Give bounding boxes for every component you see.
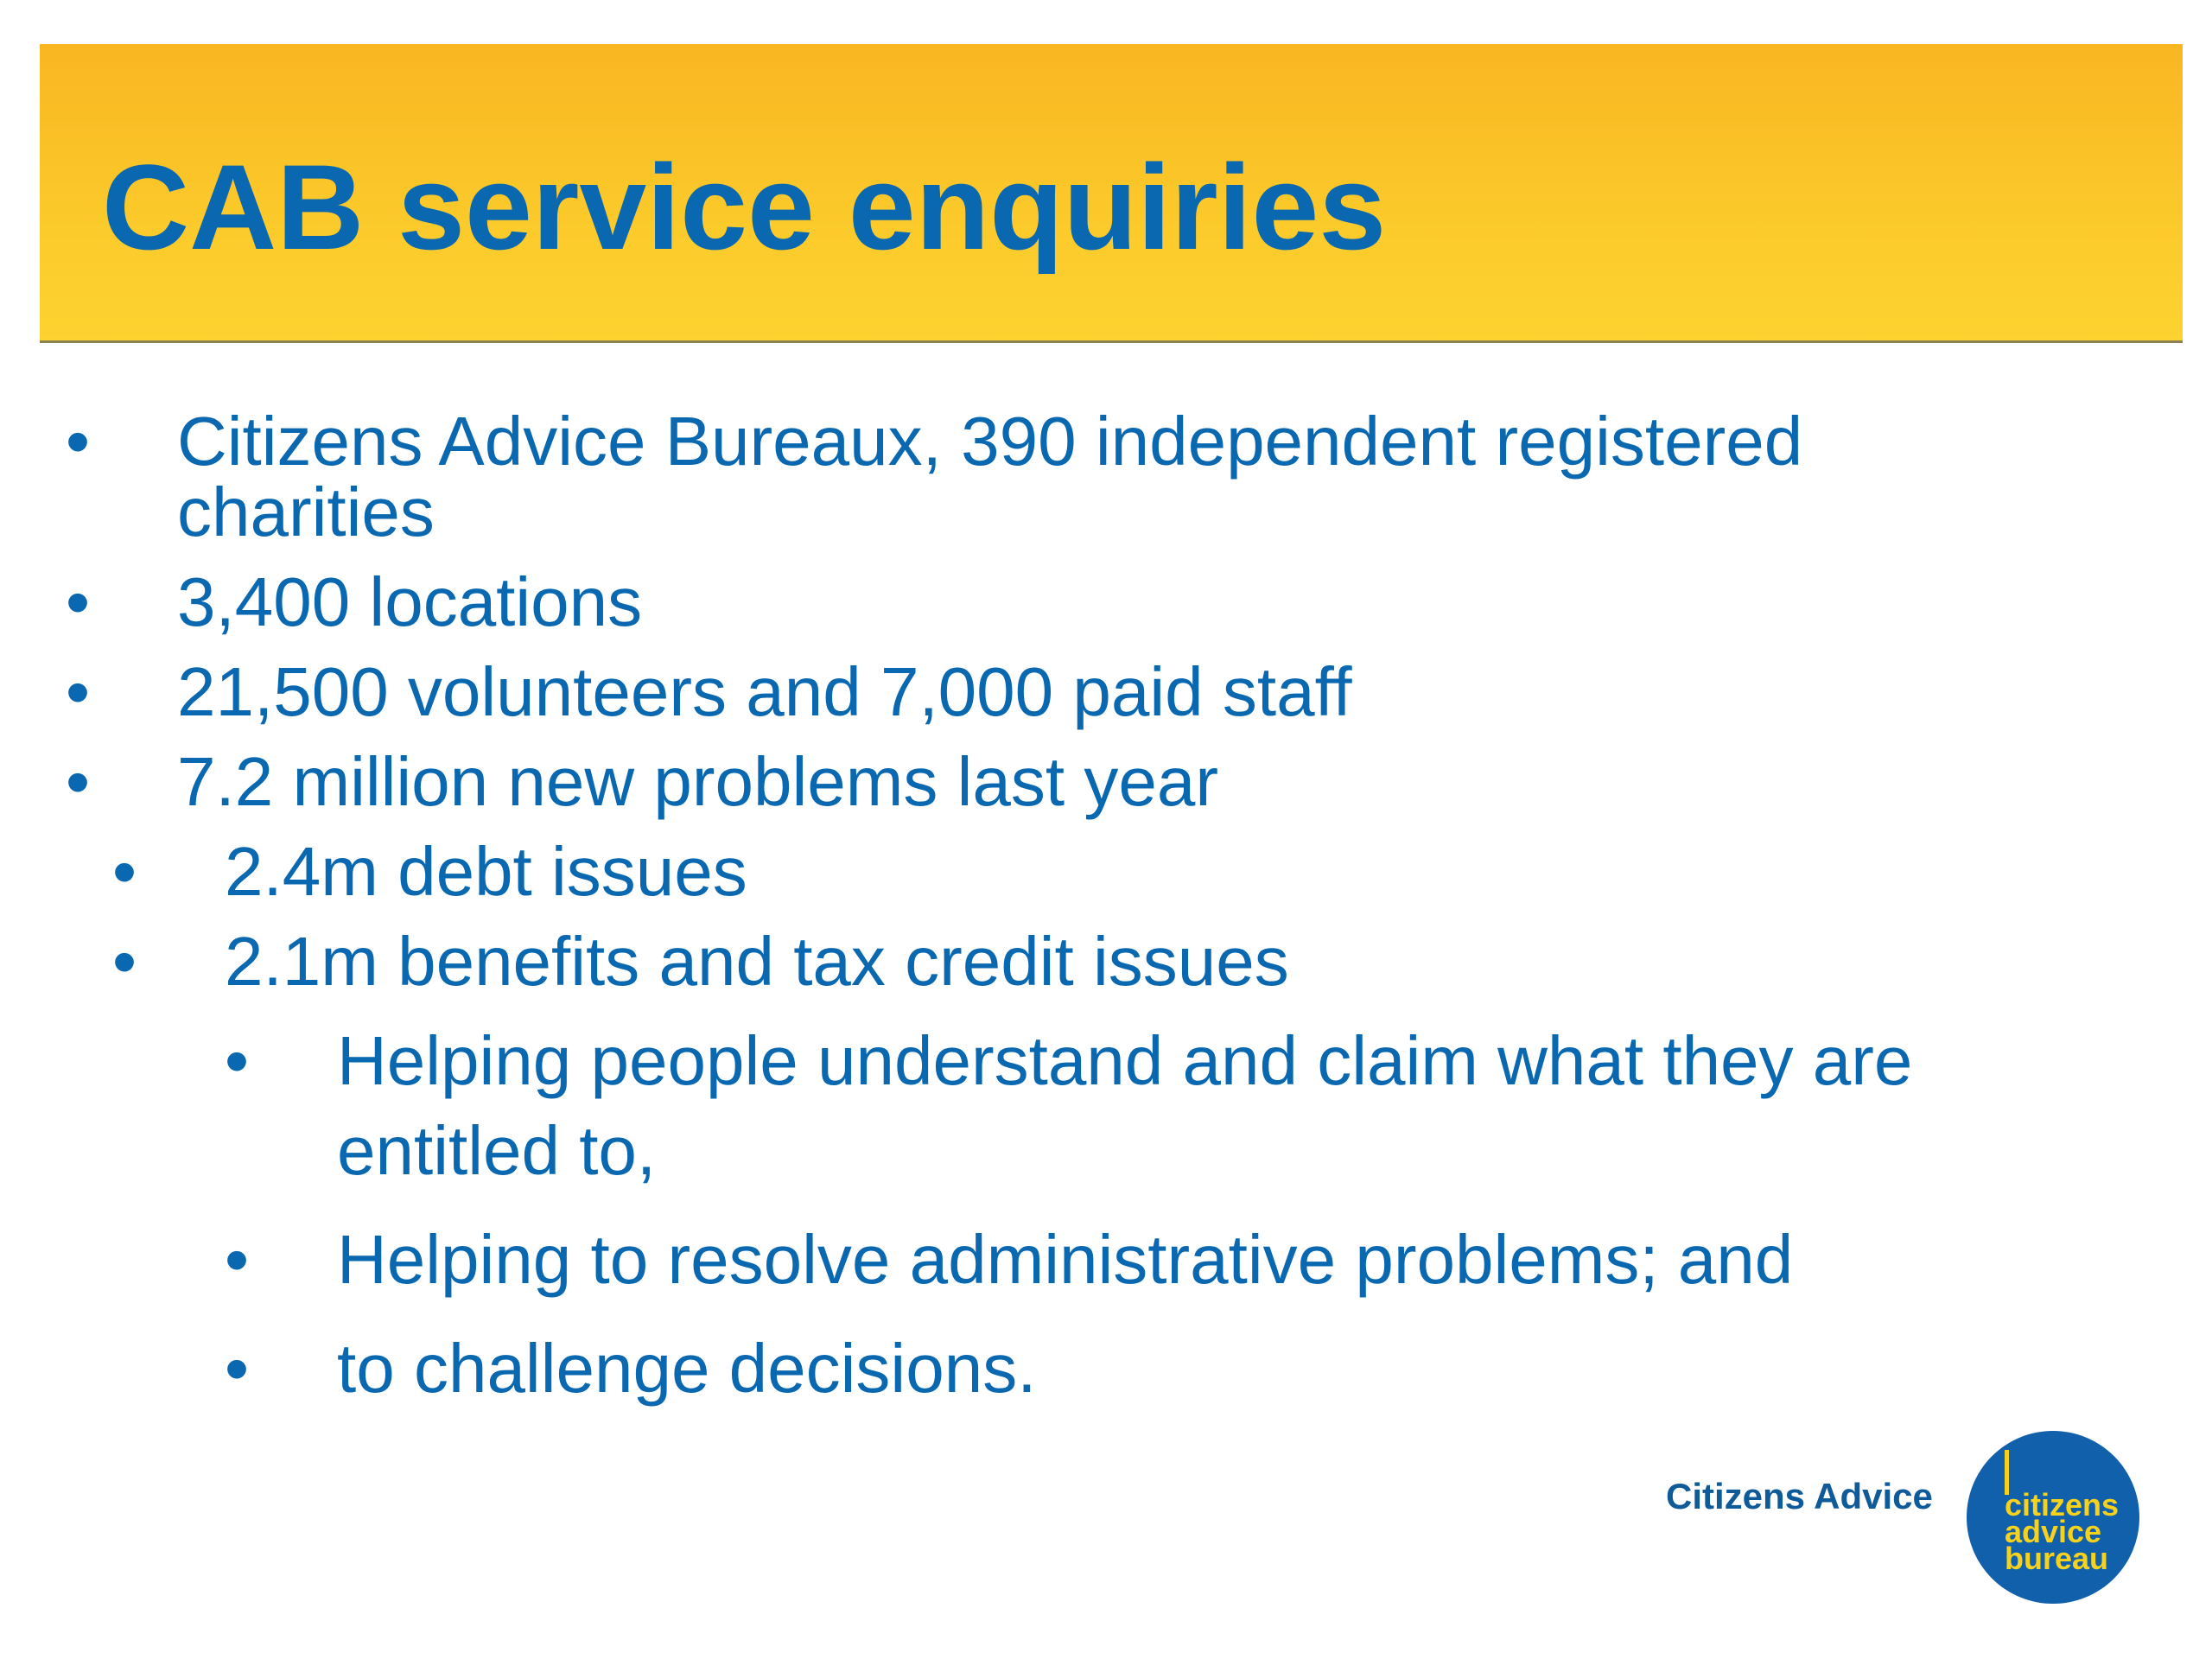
sub-list-item — [112, 833, 2212, 910]
sub-sub-list-item — [225, 1215, 2212, 1305]
badge-line-2: advice — [2005, 1514, 2102, 1549]
sub-list-item-text: 2.4m debt issues — [225, 833, 747, 910]
list-item-text-continued: charities — [177, 474, 435, 550]
list-item-text: 3,400 locations — [177, 563, 643, 640]
list-item — [0, 743, 2212, 1414]
list-item — [0, 563, 2212, 640]
bullet-dot-icon: • — [66, 403, 91, 480]
cab-logo-badge — [1967, 1431, 2139, 1604]
sub-list-item-text: 2.1m benefits and tax credit issues — [225, 923, 1289, 1000]
bullet-dot-icon: • — [66, 653, 91, 730]
bullet-dot-icon: • — [112, 923, 137, 1000]
list-item — [0, 403, 2212, 550]
list-item-text: Citizens Advice Bureaux, 390 independent registered — [177, 403, 1803, 480]
list-item — [0, 653, 2212, 730]
sub-sub-list-item-text: Helping people understand and claim what they are — [337, 1022, 1913, 1099]
slide-content — [0, 403, 2212, 1433]
sub-sub-list-item-text: Helping to resolve administrative problems; and — [337, 1221, 1794, 1298]
badge-line-3: bureau — [2005, 1541, 2109, 1576]
bullet-dot-icon: • — [225, 1330, 250, 1407]
sub-sub-list-item — [225, 1324, 2212, 1414]
bullet-dot-icon: • — [112, 833, 137, 910]
citizens-advice-wordmark: Citizens Advice — [1666, 1476, 1933, 1516]
sub-sub-list-item-text-continued: entitled to, — [337, 1112, 657, 1189]
bullet-dot-icon: • — [225, 1022, 250, 1099]
list-item-text: 21,500 volunteers and 7,000 paid staff — [177, 653, 1352, 730]
bullet-dot-icon: • — [225, 1221, 250, 1298]
list-item-text: 7.2 million new problems last year — [177, 743, 1218, 820]
sub-bullet-list — [112, 833, 2212, 1414]
bullet-dot-icon: • — [66, 563, 91, 640]
bullet-list — [0, 403, 2212, 1414]
sub-list-item — [112, 923, 2212, 1414]
sub-sub-list-item-text: to challenge decisions. — [337, 1330, 1037, 1407]
badge-line-1: citizens — [2005, 1487, 2120, 1522]
bullet-dot-icon: • — [66, 743, 91, 820]
slide-title: CAB service enquiries — [102, 139, 1387, 275]
sub-sub-list-item — [225, 1016, 2212, 1196]
sub-sub-bullet-list — [225, 1016, 2212, 1414]
